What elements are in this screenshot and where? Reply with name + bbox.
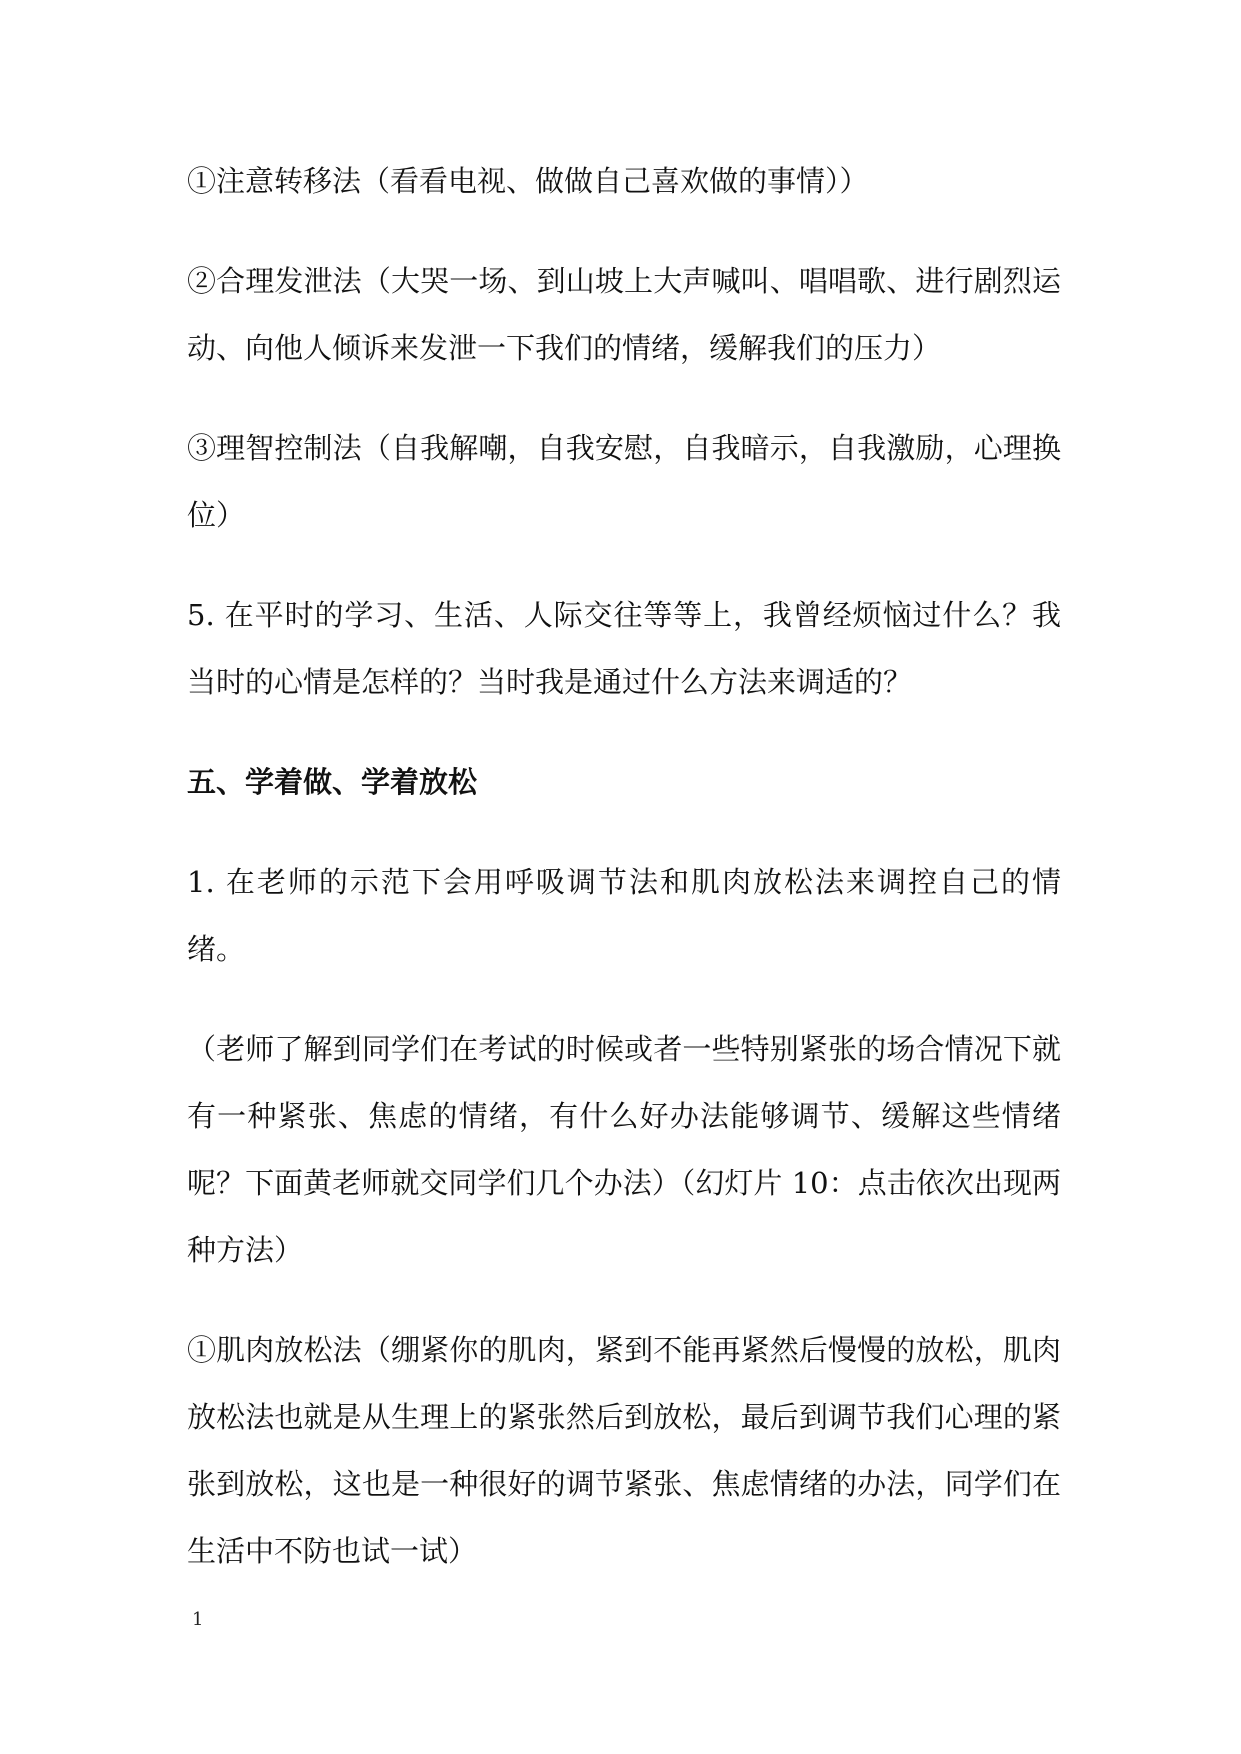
section-heading-five: 五、学着做、学着放松 xyxy=(187,765,478,799)
paragraph-item-1: 1. 在老师的示范下会用呼吸调节法和肌肉放松法来调控自己的情绪。 xyxy=(187,865,1061,966)
document-body xyxy=(187,148,1061,1618)
paragraph-question-5: 5. 在平时的学习、生活、人际交往等等上，我曾经烦恼过什么？我当时的心情是怎样的？当时我是通过什么方法来调适的？ xyxy=(187,598,1061,699)
paragraph-attention-shift: ①注意转移法（看看电视、做做自己喜欢做的事情）） xyxy=(187,164,869,198)
paragraph-muscle-relaxation: ①肌肉放松法（绷紧你的肌肉，紧到不能再紧然后慢慢的放松，肌肉放松法也就是从生理上的紧张然后到放松，最后到调节我们心理的紧张到放松，这也是一种很好的调节紧张、焦虑情绪的办法，同学们在生活中不防也试一试） xyxy=(187,1333,1061,1568)
paragraph-teacher-note: （老师了解到同学们在考试的时候或者一些特别紧张的场合情况下就有一种紧张、焦虑的情绪，有什么好办法能够调节、缓解这些情绪呢？下面黄老师就交同学们几个办法）（幻灯片 10：点击依次出现两种方法） xyxy=(187,1032,1061,1267)
paragraph-reasonable-venting: ②合理发泄法（大哭一场、到山坡上大声喊叫、唱唱歌、进行剧烈运动、向他人倾诉来发泄一下我们的情绪，缓解我们的压力） xyxy=(187,264,1061,365)
page-number: 1 xyxy=(192,1609,204,1630)
paragraph-rational-control: ③理智控制法（自我解嘲，自我安慰，自我暗示，自我激励，心理换位） xyxy=(187,431,1061,532)
